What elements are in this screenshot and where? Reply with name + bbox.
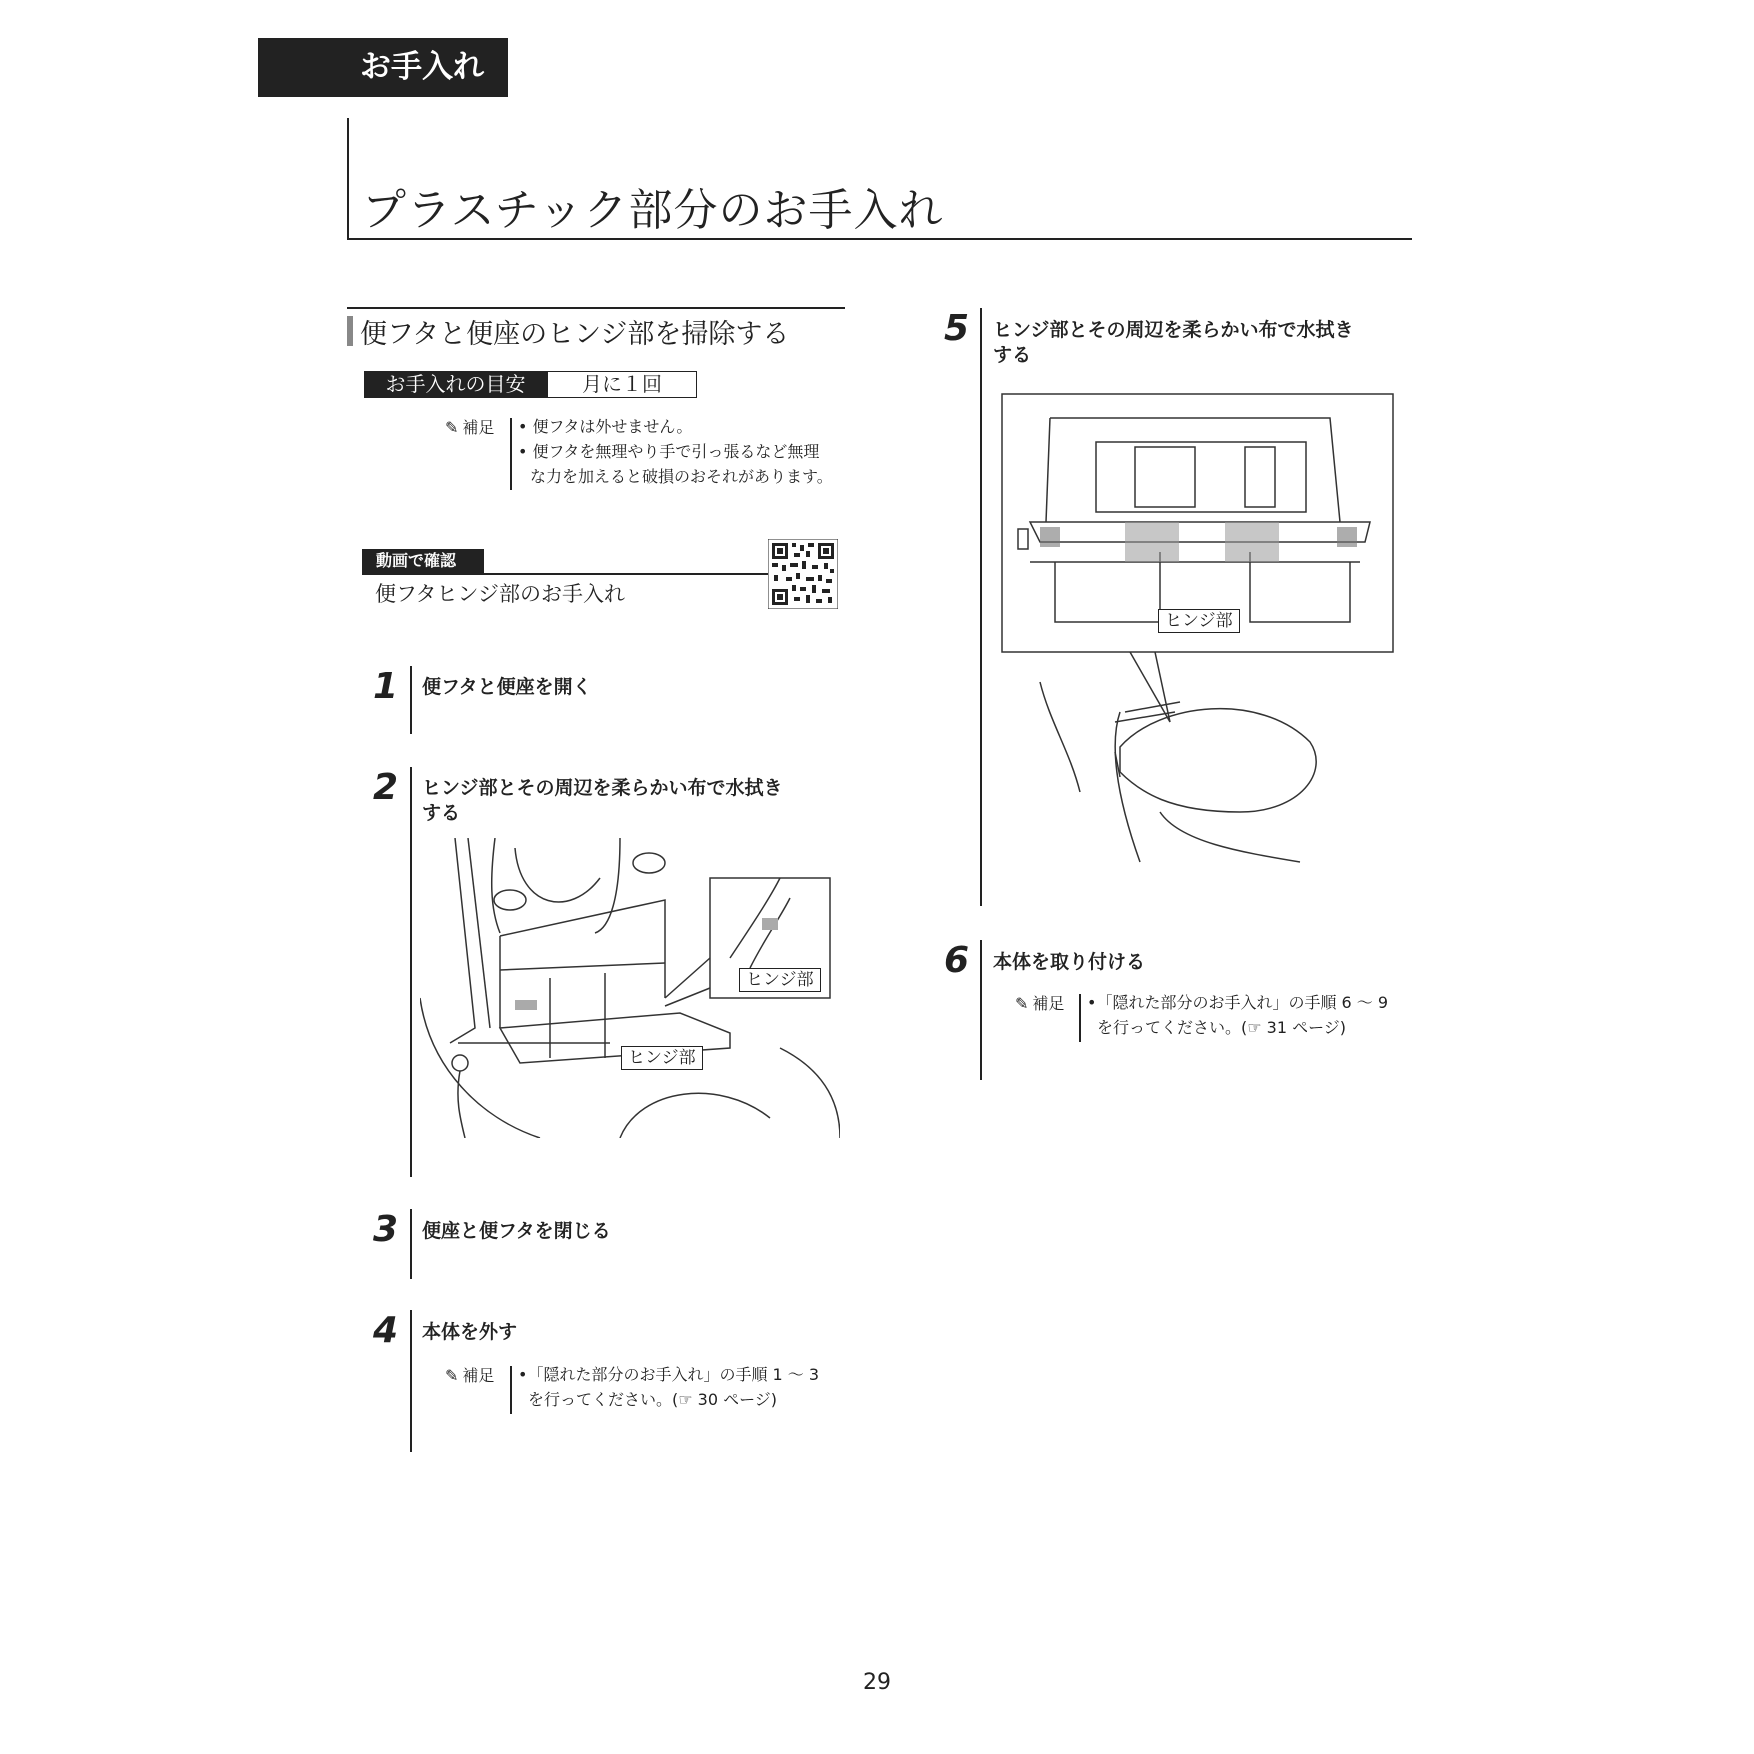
video-tag: 動画で確認: [362, 549, 484, 573]
step-text: 便フタと便座を開く: [422, 676, 592, 698]
video-title[interactable]: 便フタヒンジ部のお手入れ: [375, 582, 626, 606]
note-rule: [510, 1366, 512, 1414]
note-label: ✎ 補足: [445, 1366, 495, 1385]
section-tab: お手入れ: [258, 38, 508, 97]
video-rule: [362, 573, 772, 575]
qr-code[interactable]: [768, 539, 838, 609]
pencil-icon: ✎: [445, 1366, 459, 1385]
step-rule: [410, 1310, 412, 1452]
note-rule: [1079, 994, 1081, 1042]
pencil-icon: ✎: [445, 418, 459, 437]
step-number: 3: [373, 1209, 399, 1250]
note-label: ✎ 補足: [1015, 994, 1065, 1013]
note-rule: [510, 418, 512, 490]
pencil-icon: ✎: [1015, 994, 1029, 1013]
step-text: 便座と便フタを閉じる: [422, 1220, 611, 1242]
step-number: 2: [373, 767, 399, 808]
step-number: 6: [944, 940, 970, 981]
title-horizontal-rule: [347, 238, 1412, 240]
hinge-callout: ヒンジ部: [1158, 609, 1240, 633]
note-text: • 便フタは外せません。 • 便フタを無理やり手で引っ張るなど無理 な力を加えると破損のおそれがあります。: [518, 417, 833, 486]
step-rule: [410, 1209, 412, 1279]
page-number: 29: [863, 1670, 891, 1695]
hinge-callout: ヒンジ部: [621, 1046, 703, 1070]
step-number: 4: [373, 1310, 399, 1351]
page-title: プラスチック部分のお手入れ: [362, 185, 944, 236]
step-rule: [410, 767, 412, 1177]
title-vertical-rule: [347, 118, 349, 240]
subsection-title: 便フタと便座のヒンジ部を掃除する: [360, 319, 790, 350]
step-text: 本体を取り付ける: [993, 951, 1146, 973]
step-text: ヒンジ部とその周辺を柔らかい布で水拭き する: [993, 319, 1354, 366]
step-number: 5: [944, 308, 970, 349]
step-text: 本体を外す: [422, 1321, 518, 1343]
step-text: ヒンジ部とその周辺を柔らかい布で水拭き する: [422, 777, 783, 824]
hinge-callout: ヒンジ部: [739, 968, 821, 992]
step-rule: [410, 666, 412, 734]
step-number: 1: [373, 666, 399, 707]
note-text: •「隠れた部分のお手入れ」の手順 1 ～ 3 を行ってください。(☞ 30 ページ): [518, 1365, 820, 1409]
care-guide-value: 月に１回: [547, 371, 697, 398]
care-guide-label: お手入れの目安: [364, 371, 547, 398]
step-rule: [980, 940, 982, 1080]
subsection-rule: [347, 307, 845, 309]
subsection-bar: [347, 316, 353, 346]
note-text: •「隠れた部分のお手入れ」の手順 6 ～ 9 を行ってください。(☞ 31 ページ): [1087, 993, 1389, 1037]
note-label: ✎ 補足: [445, 418, 495, 437]
step-rule: [980, 308, 982, 906]
